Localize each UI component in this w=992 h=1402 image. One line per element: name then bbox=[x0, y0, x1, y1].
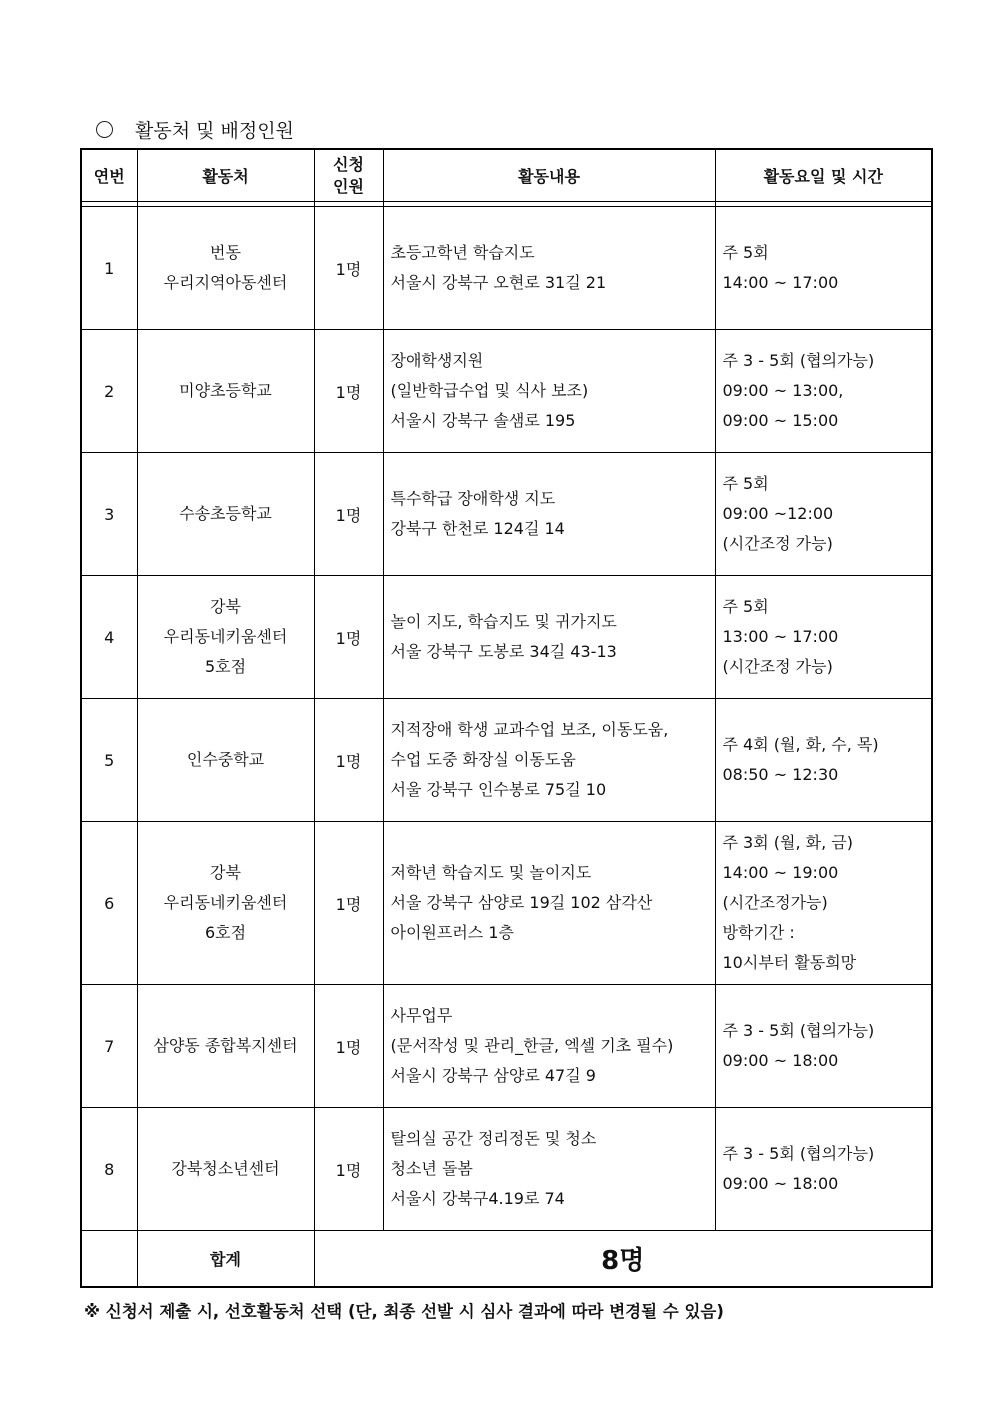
header-count-line1: 신청 bbox=[333, 154, 364, 174]
row-place bbox=[137, 576, 314, 699]
row-number: 6 bbox=[81, 822, 137, 985]
header-count bbox=[314, 149, 383, 202]
row-content bbox=[383, 985, 715, 1108]
total-row bbox=[81, 1231, 932, 1288]
table-row bbox=[81, 453, 932, 576]
row-number: 7 bbox=[81, 985, 137, 1108]
row-number: 8 bbox=[81, 1108, 137, 1231]
place-line: 강북 bbox=[210, 597, 241, 616]
time-line: 09:00 ~ 18:00 bbox=[722, 1051, 839, 1070]
content-line: 장애학생지원 bbox=[390, 351, 484, 370]
time-line: 09:00 ~ 15:00 bbox=[722, 411, 839, 430]
row-content bbox=[383, 207, 715, 330]
time-line: 14:00 ~ 17:00 bbox=[722, 273, 839, 292]
place-line: 인수중학교 bbox=[186, 750, 265, 769]
total-empty-cell bbox=[81, 1231, 137, 1288]
content-line: 서울시 강북구4.19로 74 bbox=[390, 1189, 565, 1208]
row-count: 1명 bbox=[314, 699, 383, 822]
content-line: 서울시 강북구 오현로 31길 21 bbox=[390, 273, 607, 292]
content-line: 탈의실 공간 정리정돈 및 청소 bbox=[390, 1129, 597, 1148]
row-content bbox=[383, 1108, 715, 1231]
total-label: 합계 bbox=[137, 1231, 314, 1288]
header-time: 활동요일 및 시간 bbox=[715, 149, 932, 202]
row-count: 1명 bbox=[314, 985, 383, 1108]
row-place bbox=[137, 699, 314, 822]
time-line: 주 5회 bbox=[722, 597, 769, 616]
time-line: (시간조정 가능) bbox=[722, 534, 833, 553]
row-time bbox=[715, 330, 932, 453]
footnote: ※ 신청서 제출 시, 선호활동처 선택 (단, 최종 선발 시 심사 결과에 따라 변경될 수 있음) bbox=[84, 1302, 724, 1321]
place-line: 미양초등학교 bbox=[179, 381, 272, 400]
table-row bbox=[81, 207, 932, 330]
section-heading bbox=[96, 116, 294, 143]
row-time bbox=[715, 699, 932, 822]
time-line: 09:00 ~12:00 bbox=[722, 504, 834, 523]
circle-bullet-icon bbox=[96, 121, 113, 138]
place-line: 강북청소년센터 bbox=[171, 1159, 280, 1178]
row-count: 1명 bbox=[314, 576, 383, 699]
row-time bbox=[715, 576, 932, 699]
row-count: 1명 bbox=[314, 207, 383, 330]
row-time bbox=[715, 1108, 932, 1231]
row-number: 2 bbox=[81, 330, 137, 453]
time-line: 10시부터 활동희망 bbox=[722, 953, 857, 972]
row-place bbox=[137, 822, 314, 985]
time-line: 주 3회 (월, 화, 금) bbox=[722, 833, 853, 852]
table-row bbox=[81, 699, 932, 822]
time-line: 주 5회 bbox=[722, 243, 769, 262]
table-row bbox=[81, 1108, 932, 1231]
time-line: 주 3 - 5회 (협의가능) bbox=[722, 351, 875, 370]
content-line: 특수학급 장애학생 지도 bbox=[390, 489, 556, 508]
content-line: 서울시 강북구 솔샘로 195 bbox=[390, 411, 576, 430]
row-content bbox=[383, 699, 715, 822]
time-line: (시간조정가능) bbox=[722, 893, 828, 912]
time-line: 14:00 ~ 19:00 bbox=[722, 863, 839, 882]
row-time bbox=[715, 985, 932, 1108]
content-line: (일반학급수업 및 식사 보조) bbox=[390, 381, 589, 400]
content-line: 서울 강북구 도봉로 34길 43-13 bbox=[390, 642, 617, 661]
place-line: 강북 bbox=[210, 863, 241, 882]
time-line: 09:00 ~ 13:00, bbox=[722, 381, 844, 400]
row-content bbox=[383, 330, 715, 453]
time-line: 주 3 - 5회 (협의가능) bbox=[722, 1021, 875, 1040]
time-line: 08:50 ~ 12:30 bbox=[722, 765, 839, 784]
table-row bbox=[81, 822, 932, 985]
place-line: 번동 bbox=[210, 243, 241, 262]
row-number: 4 bbox=[81, 576, 137, 699]
place-line: 삼양동 종합복지센터 bbox=[153, 1036, 298, 1055]
table-row bbox=[81, 576, 932, 699]
place-line: 수송초등학교 bbox=[179, 504, 272, 523]
header-no: 연번 bbox=[81, 149, 137, 202]
place-line: 6호점 bbox=[204, 923, 247, 942]
time-line: 주 3 - 5회 (협의가능) bbox=[722, 1144, 875, 1163]
content-line: 아이원프러스 1층 bbox=[390, 923, 514, 942]
row-number: 3 bbox=[81, 453, 137, 576]
placement-table bbox=[80, 148, 933, 1288]
header-place: 활동처 bbox=[137, 149, 314, 202]
row-place bbox=[137, 453, 314, 576]
content-line: 초등고학년 학습지도 bbox=[390, 243, 535, 262]
table-row bbox=[81, 330, 932, 453]
content-line: 청소년 돌봄 bbox=[390, 1159, 473, 1178]
place-line: 우리동네키움센터 bbox=[163, 893, 288, 912]
row-time bbox=[715, 453, 932, 576]
row-count: 1명 bbox=[314, 330, 383, 453]
table-header-row bbox=[81, 149, 932, 202]
place-line: 우리지역아동센터 bbox=[163, 273, 288, 292]
row-place bbox=[137, 330, 314, 453]
row-content bbox=[383, 453, 715, 576]
row-count: 1명 bbox=[314, 1108, 383, 1231]
row-place bbox=[137, 207, 314, 330]
row-number: 1 bbox=[81, 207, 137, 330]
time-line: 방학기간 : bbox=[722, 923, 795, 942]
row-time bbox=[715, 822, 932, 985]
row-content bbox=[383, 822, 715, 985]
place-line: 우리동네키움센터 bbox=[163, 627, 288, 646]
content-line: 놀이 지도, 학습지도 및 귀가지도 bbox=[390, 612, 617, 631]
content-line: 저학년 학습지도 및 놀이지도 bbox=[390, 863, 592, 882]
row-number: 5 bbox=[81, 699, 137, 822]
row-place bbox=[137, 1108, 314, 1231]
section-title: 활동처 및 배정인원 bbox=[135, 120, 294, 142]
header-content: 활동내용 bbox=[383, 149, 715, 202]
content-line: 사무업무 bbox=[390, 1006, 453, 1025]
table-row bbox=[81, 985, 932, 1108]
place-line: 5호점 bbox=[204, 657, 247, 676]
content-line: 지적장애 학생 교과수업 보조, 이동도움, bbox=[390, 720, 669, 739]
content-line: 수업 도중 화장실 이동도움 bbox=[390, 750, 576, 769]
time-line: 주 4회 (월, 화, 수, 목) bbox=[722, 735, 879, 754]
total-value: 8명 bbox=[314, 1231, 932, 1288]
row-content bbox=[383, 576, 715, 699]
header-count-line2: 인원 bbox=[333, 176, 364, 196]
content-line: 서울시 강북구 삼양로 47길 9 bbox=[390, 1066, 596, 1085]
row-count: 1명 bbox=[314, 453, 383, 576]
content-line: 강북구 한천로 124길 14 bbox=[390, 519, 565, 538]
time-line: 13:00 ~ 17:00 bbox=[722, 627, 839, 646]
time-line: (시간조정 가능) bbox=[722, 657, 833, 676]
content-line: 서울 강북구 삼양로 19길 102 삼각산 bbox=[390, 893, 653, 912]
row-time bbox=[715, 207, 932, 330]
content-line: (문서작성 및 관리_한글, 엑셀 기초 필수) bbox=[390, 1036, 674, 1055]
content-line: 서울 강북구 인수봉로 75길 10 bbox=[390, 780, 607, 799]
row-place bbox=[137, 985, 314, 1108]
row-count: 1명 bbox=[314, 822, 383, 985]
time-line: 09:00 ~ 18:00 bbox=[722, 1174, 839, 1193]
time-line: 주 5회 bbox=[722, 474, 769, 493]
